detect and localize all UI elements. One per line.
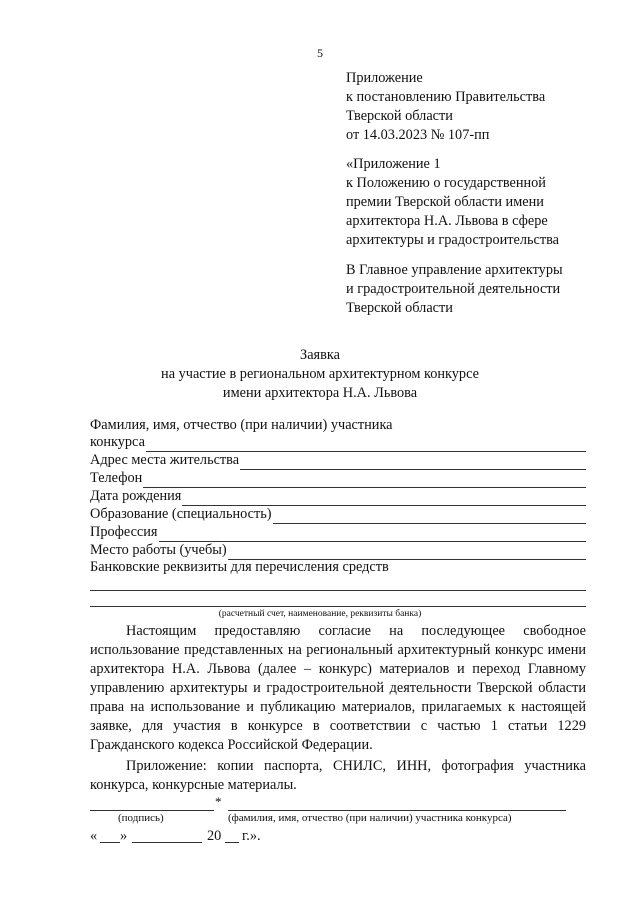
bank-details-line[interactable] <box>90 590 586 591</box>
appendix-inner-line: к Положению о государственной <box>346 175 546 191</box>
appendix-inner <box>346 155 606 250</box>
appendix-inner-line: архитектуры и градостроительства <box>346 232 560 248</box>
bank-details-caption: (расчетный счет, наименование, реквизиты банка) <box>218 609 422 619</box>
education-label: Образование (специальность) <box>90 506 272 522</box>
consent-paragraph: Настоящим предоставляю согласие на последующее свободное использование представленных на региональный архитектурный конкурс имени архитектора Н.А. Львова (далее – конкурс) материалов и переход Главному управлению архитектуры и градостроительной деятельности Тверской области права на использование и публикацию материалов, прилагаемых к настоящей заявке, для участия в конкурсе в соответствии с частью 1 статьи 1229 Гражданского кодекса Российской Федерации. <box>90 623 586 753</box>
title-line: Заявка <box>300 347 340 363</box>
bank-details-line[interactable] <box>90 606 586 607</box>
education-line[interactable] <box>273 509 587 524</box>
appendix-header-line: от 14.03.2023 № 107-пп <box>346 127 490 143</box>
fio-label-cont: конкурса <box>90 434 145 450</box>
profession-line[interactable] <box>159 527 586 542</box>
addressee-line: В Главное управление архитектуры <box>346 262 563 278</box>
appendix-header <box>346 69 606 145</box>
birth-date-line[interactable] <box>182 491 586 506</box>
title-line: имени архитектора Н.А. Львова <box>222 385 418 401</box>
date-close-quote: » <box>120 828 128 844</box>
addressee-line: Тверской области <box>346 300 453 316</box>
birth-date-field[interactable] <box>90 488 586 506</box>
year-suffix: г.». <box>242 828 261 844</box>
signature-asterisk: * <box>215 794 222 809</box>
fio-label: Фамилия, имя, отчество (при наличии) участника <box>90 417 393 433</box>
signature-caption: (подпись) <box>118 812 164 824</box>
application-title <box>0 346 640 403</box>
workplace-label: Место работы (учебы) <box>90 542 227 558</box>
phone-line[interactable] <box>143 473 586 488</box>
appendix-header-line: Тверской области <box>346 108 453 124</box>
title-line: на участие в региональном архитектурном конкурсе <box>161 366 479 382</box>
signature-line[interactable] <box>90 810 214 811</box>
address-field[interactable] <box>90 452 586 470</box>
appendix-inner-line: архитектора Н.А. Львова в сфере <box>346 213 548 229</box>
phone-label: Телефон <box>90 470 143 486</box>
appendix-header-line: к постановлению Правительства <box>346 89 546 105</box>
month-line[interactable] <box>132 842 202 843</box>
appendix-inner-line: «Приложение 1 <box>346 156 441 172</box>
year-line[interactable] <box>225 842 239 843</box>
address-line[interactable] <box>240 455 586 470</box>
appendix-header-line: Приложение <box>346 70 423 86</box>
profession-field[interactable] <box>90 524 586 542</box>
addressee <box>346 261 606 318</box>
body-text <box>90 622 586 795</box>
bank-details-label: Банковские реквизиты для перечисления средств <box>90 559 389 575</box>
profession-label: Профессия <box>90 524 158 540</box>
fio-field[interactable] <box>90 434 586 452</box>
name-line[interactable] <box>228 810 566 811</box>
phone-field[interactable] <box>90 470 586 488</box>
birth-date-label: Дата рождения <box>90 488 182 504</box>
page-number: 5 <box>317 46 323 60</box>
address-label: Адрес места жительства <box>90 452 240 468</box>
appendix-inner-line: премии Тверской области имени <box>346 194 544 210</box>
attachment-paragraph: Приложение: копии паспорта, СНИЛС, ИНН, фотография участника конкурса, конкурсные материалы. <box>90 758 586 793</box>
day-line[interactable] <box>100 842 120 843</box>
education-field[interactable] <box>90 506 586 524</box>
date-field[interactable] <box>90 827 290 846</box>
addressee-line: и градостроительной деятельности <box>346 281 561 297</box>
year-prefix: 20 <box>207 828 222 844</box>
date-open-quote: « <box>90 828 98 844</box>
fio-line[interactable] <box>146 437 586 452</box>
name-caption: (фамилия, имя, отчество (при наличии) участника конкурса) <box>228 812 512 824</box>
